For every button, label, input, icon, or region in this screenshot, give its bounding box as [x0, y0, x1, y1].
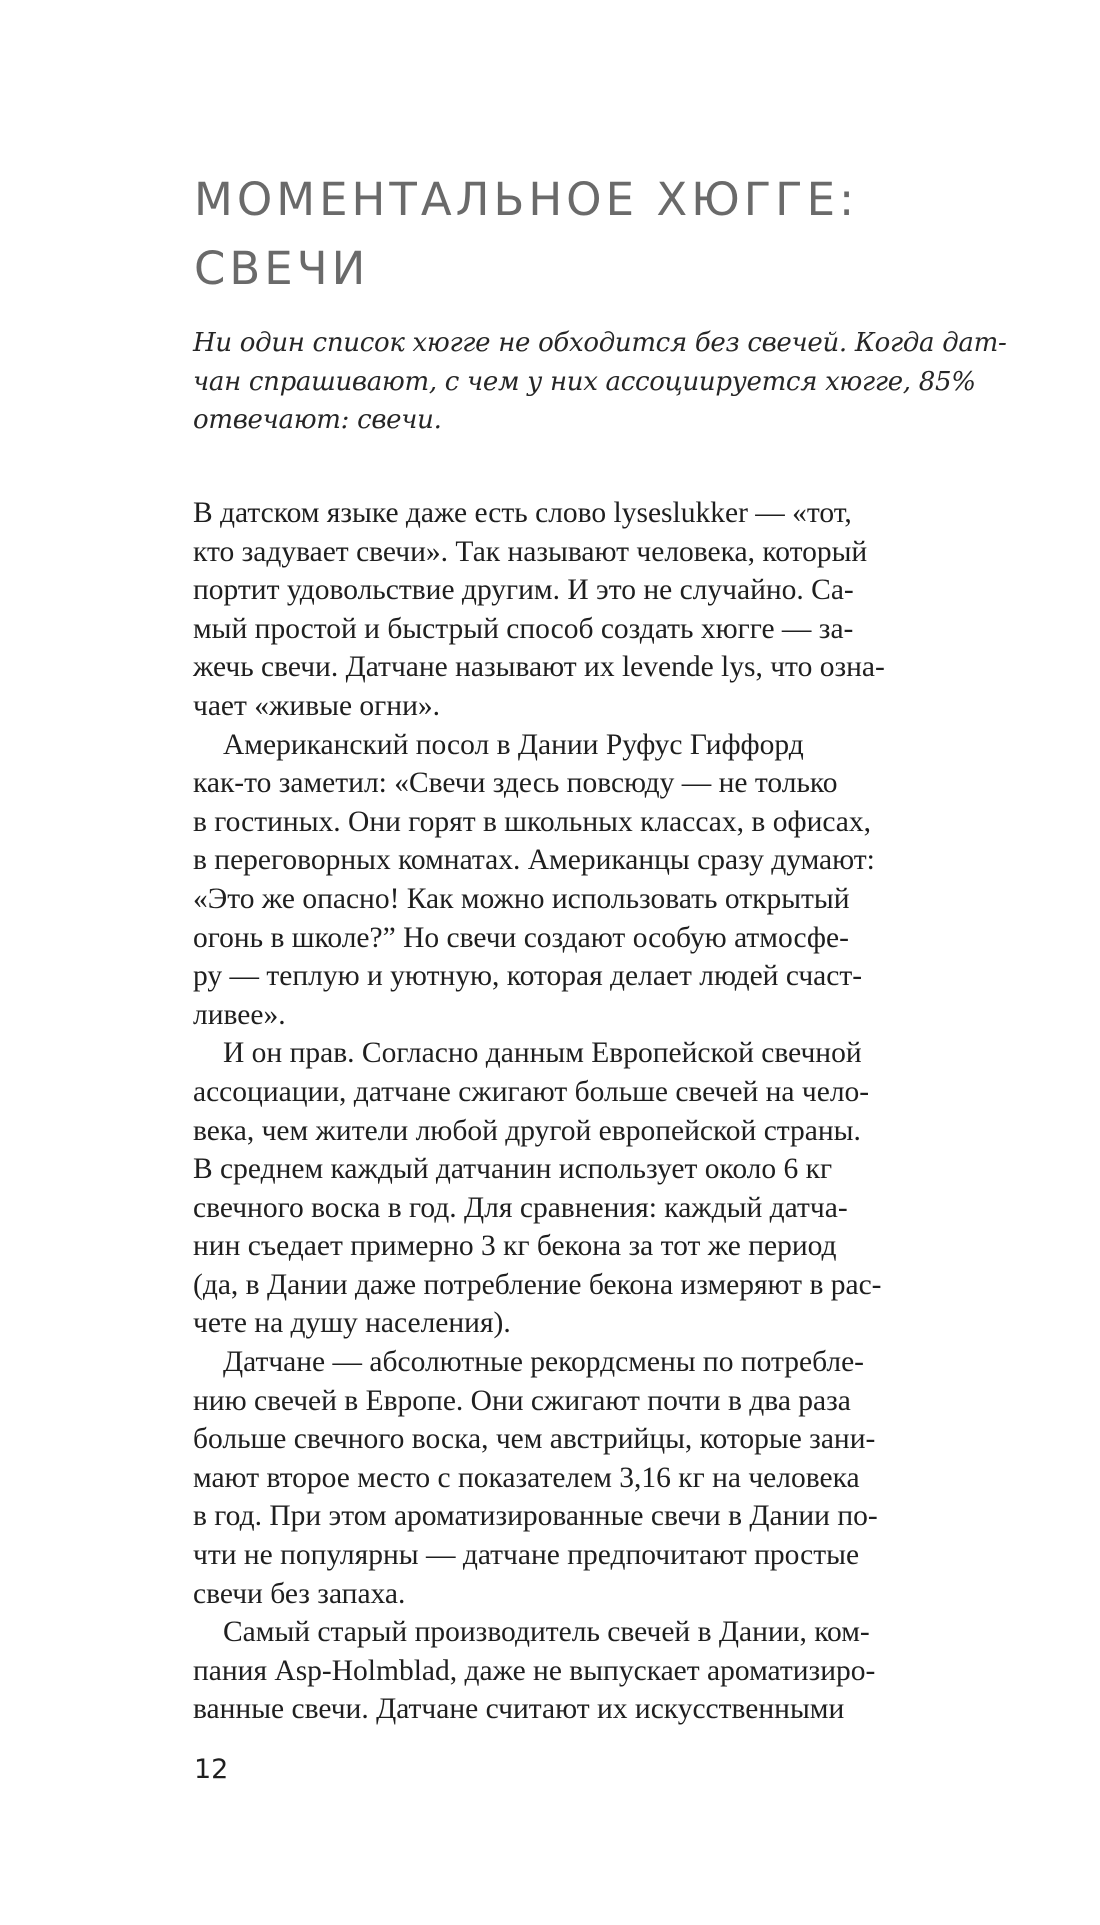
body-line: мый простой и быстрый способ создать хюгге — за- — [193, 612, 854, 645]
paragraph-start-line: И он прав. Согласно данным Европейской свечной — [223, 1037, 862, 1070]
body-line: свечи без запаха. — [193, 1577, 406, 1610]
body-line: портит удовольствие другим. И это не случайно. Са- — [193, 574, 854, 607]
body-line: огонь в школе?” Но свечи создают особую атмосфе- — [193, 921, 849, 954]
body-line: ливее». — [193, 998, 286, 1031]
body-line: В среднем каждый датчанин использует около 6 кг — [193, 1153, 833, 1186]
body-line: века, чем жители любой другой европейской страны. — [193, 1114, 861, 1147]
body-line: ру — теплую и уютную, которая делает людей счаст- — [193, 960, 863, 993]
body-text — [193, 494, 1013, 1729]
paragraph-start-line: Самый старый производитель свечей в Дании, ком- — [223, 1616, 870, 1649]
body-line: чти не популярны — датчане предпочитают простые — [193, 1539, 860, 1572]
body-line: нин съедает примерно 3 кг бекона за тот же период — [193, 1230, 837, 1263]
lead-paragraph — [193, 324, 1013, 440]
body-line: «Это же опасно! Как можно использовать открытый — [193, 882, 850, 915]
lead-line: Ни один список хюгге не обходится без свечей. Когда дат- — [193, 328, 1007, 358]
body-line: в год. При этом ароматизированные свечи в Дании по- — [193, 1500, 878, 1533]
body-line: ассоциации, датчане сжигают больше свечей на чело- — [193, 1075, 870, 1108]
body-line: кто задувает свечи». Так называют человека, который — [193, 535, 868, 568]
body-line: пания Asp-Holmblad, даже не выпускает ароматизиро- — [193, 1654, 876, 1687]
lead-line: отвечают: свечи. — [193, 405, 442, 436]
chapter-title-line: СВЕЧИ — [194, 242, 370, 295]
body-line: чете на душу населения). — [193, 1307, 511, 1340]
page-number: 12 — [194, 1754, 229, 1785]
body-line: в переговорных комнатах. Американцы сразу думают: — [193, 844, 875, 877]
paragraph-start-line: Американский посол в Дании Руфус Гиффорд — [223, 728, 804, 761]
lead-line: чан спрашивают, с чем у них ассоциируется хюгге, 85% — [193, 366, 976, 397]
paragraph-start-line: Датчане — абсолютные рекордсмены по потребле- — [223, 1346, 865, 1379]
body-line: нию свечей в Европе. Они сжигают почти в два раза — [193, 1384, 851, 1417]
chapter-title-line: МОМЕНТАЛЬНОЕ ХЮГГЕ: — [194, 173, 859, 226]
body-line: в гостиных. Они горят в школьных классах, в офисах, — [193, 805, 872, 838]
body-line: свечного воска в год. Для сравнения: каждый датча- — [193, 1191, 848, 1224]
body-line: чает «живые огни». — [193, 689, 440, 722]
body-line: жечь свечи. Датчане называют их levende lys, что озна- — [193, 651, 885, 684]
body-line: больше свечного воска, чем австрийцы, которые зани- — [193, 1423, 876, 1456]
body-line: мают второе место с показателем 3,16 кг на человека — [193, 1461, 860, 1494]
body-line: (да, в Дании даже потребление бекона измеряют в рас- — [193, 1268, 882, 1301]
body-line: как-то заметил: «Свечи здесь повсюду — не только — [193, 767, 838, 800]
chapter-title — [194, 165, 1014, 303]
body-line: В датском языке даже есть слово lyseslukker — «тот, — [193, 497, 852, 529]
body-line: ванные свечи. Датчане считают их искусственными — [193, 1693, 845, 1726]
